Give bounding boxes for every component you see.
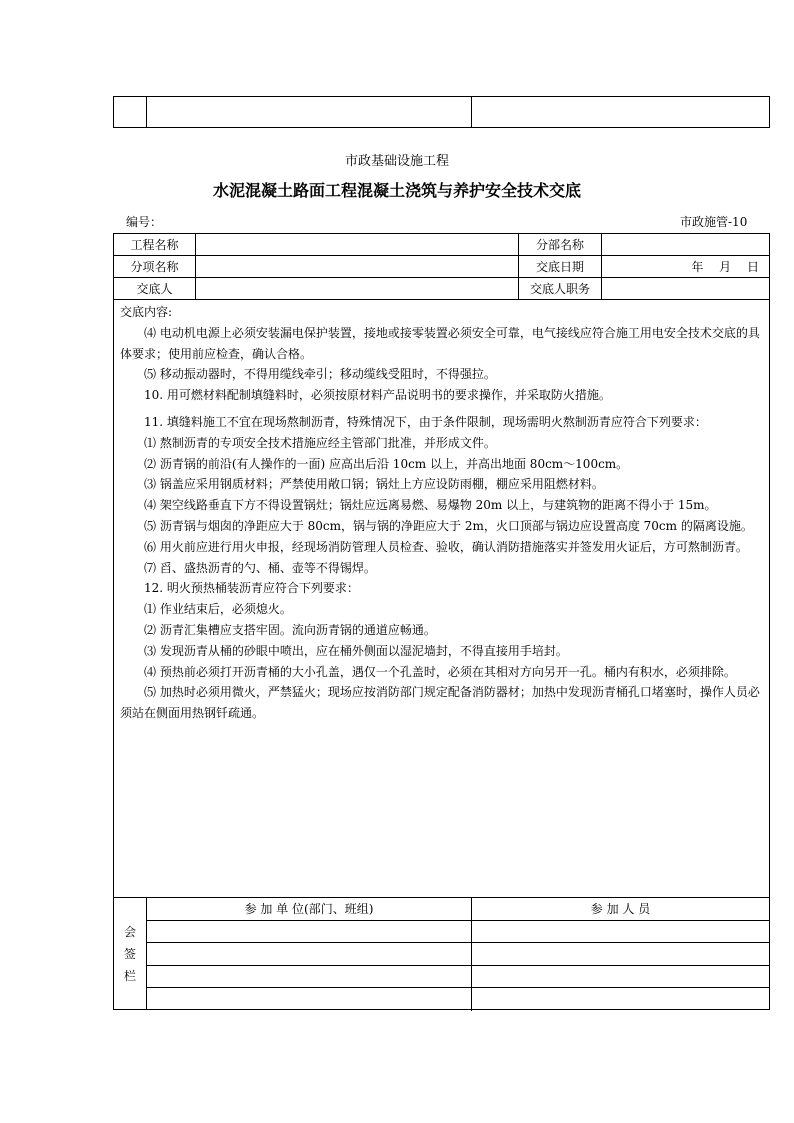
content-paragraph: ⑴ 作业结束后，必须熄火。: [144, 602, 292, 617]
content-paragraph: ⑴ 熬制沥青的专项安全技术措施应经主管部门批准，并形成文件。: [144, 435, 496, 450]
document-title: 水泥混凝土路面工程混凝土浇筑与养护安全技术交底: [212, 181, 581, 200]
subitem-label: 分项名称: [114, 256, 196, 277]
unit-cell[interactable]: [147, 966, 472, 988]
side-char: 栏: [123, 968, 136, 983]
participant-cell[interactable]: [472, 921, 769, 943]
sign-row: [147, 988, 769, 1011]
content-paragraph: ⑹ 用火前应进行用火申报，经现场消防管理人员检查、验收，确认消防措施落实并签发用火证后，方可熬制沥青。: [144, 539, 748, 554]
side-char: 签: [123, 946, 136, 961]
info-row-presenter: [114, 278, 769, 300]
sign-off-side-label: [114, 898, 147, 1009]
project-name-label: 工程名称: [114, 234, 196, 255]
content-paragraph: ⑷ 预热前必须打开沥青桶的大小孔盖，遇仅一个孔盖时，必须在其相对方向另开一孔。桶内有积水，必须排除。: [144, 664, 736, 679]
document-subtitle: 市政基础设施工程: [344, 154, 449, 169]
code-label: 编号：: [126, 215, 163, 229]
disclosure-form: [113, 233, 770, 1010]
presenter-title-label: 交底人职务: [519, 278, 602, 299]
form-code: 市政施管-10: [680, 215, 748, 229]
participants-header: 参 加 人 员: [590, 902, 651, 917]
participant-cell[interactable]: [472, 943, 769, 965]
table-cell: [147, 97, 472, 127]
sign-row: [147, 921, 769, 944]
presenter-label: 交底人: [114, 278, 196, 299]
table-cell: [114, 97, 147, 127]
table-cell: [472, 97, 769, 127]
content-paragraph: 12. 明火预热桶装沥青应符合下列要求：: [144, 581, 359, 596]
division-label: 分部名称: [519, 234, 602, 255]
previous-page-table: [113, 96, 770, 128]
participant-cell[interactable]: [472, 966, 769, 988]
content-paragraph: ⑸ 移动振动器时，不得用缆线牵引；移动缆线受阻时，不得强拉。: [144, 367, 496, 382]
sign-header-row: [147, 898, 769, 921]
division-field[interactable]: [602, 234, 769, 255]
disclosure-content: [120, 302, 764, 724]
sign-row: [147, 943, 769, 966]
project-name-field[interactable]: [196, 234, 519, 255]
content-paragraph: ⑸ 加热时必须用微火，严禁猛火；现场应按消防部门规定配备消防器材；加热中发现沥青桶孔口堵塞时，操作人员必须站在侧面用热钢钎疏通。: [120, 685, 760, 721]
content-paragraph: ⑶ 锅盖应采用钢质材料；严禁使用敞口锅；锅灶上方应设防雨棚，棚应采用阻燃材料。: [144, 477, 604, 492]
side-char: 会: [123, 924, 136, 939]
content-heading: 交底内容:: [120, 305, 173, 319]
content-paragraph: ⑺ 舀、盛热沥青的勺、桶、壶等不得锡焊。: [144, 560, 376, 575]
content-paragraph: 11. 填缝料施工不宜在现场熬制沥青，特殊情况下，由于条件限制，现场需明火熬制沥青应符合下列要求：: [144, 414, 707, 429]
content-paragraph: ⑵ 沥青锅的前沿(有人操作的一面) 应高出后沿 10cm 以上，并高出地面 80cm～100cm。: [144, 456, 629, 471]
content-paragraph: ⑷ 架空线路垂直下方不得设置锅灶；锅灶应远离易燃、易爆物 20m 以上，与建筑物的距离不得小于 15m。: [144, 498, 717, 513]
unit-cell[interactable]: [147, 943, 472, 965]
info-row-subitem: [114, 256, 769, 278]
sign-off-grid: [147, 898, 769, 1009]
presenter-title-field[interactable]: [602, 278, 769, 299]
sign-row: [147, 966, 769, 989]
content-paragraph: ⑷ 电动机电源上必须安装漏电保护装置，接地或接零装置必须安全可靠，电气接线应符合施工用电安全技术交底的具体要求；使用前应检查，确认合格。: [120, 325, 760, 361]
unit-cell[interactable]: [147, 988, 472, 1011]
date-label: 交底日期: [519, 256, 602, 277]
content-paragraph: 10. 用可燃材料配制填缝料时，必须按原材料产品说明书的要求操作，并采取防火措施。: [144, 388, 611, 403]
participating-unit-header: 参 加 单 位(部门、班组): [147, 898, 472, 920]
subitem-field[interactable]: [196, 256, 519, 277]
presenter-field[interactable]: [196, 278, 519, 299]
info-row-project: [114, 234, 769, 256]
unit-cell[interactable]: [147, 921, 472, 943]
sign-off-section: [114, 897, 769, 1009]
participant-cell[interactable]: [472, 988, 769, 1011]
content-paragraph: ⑸ 沥青锅与烟囱的净距应大于 80cm，锅与锅的净距应大于 2m，火口顶部与锅边应设置高度 70cm 的隔离设施。: [144, 518, 753, 533]
content-paragraph: ⑵ 沥青汇集槽应支搭牢固。流向沥青锅的通道应畅通。: [144, 622, 436, 637]
content-paragraph: ⑶ 发现沥青从桶的砂眼中喷出，应在桶外侧面以湿泥墙封，不得直接用手培封。: [144, 643, 568, 658]
date-field[interactable]: 年 月 日: [691, 260, 759, 274]
